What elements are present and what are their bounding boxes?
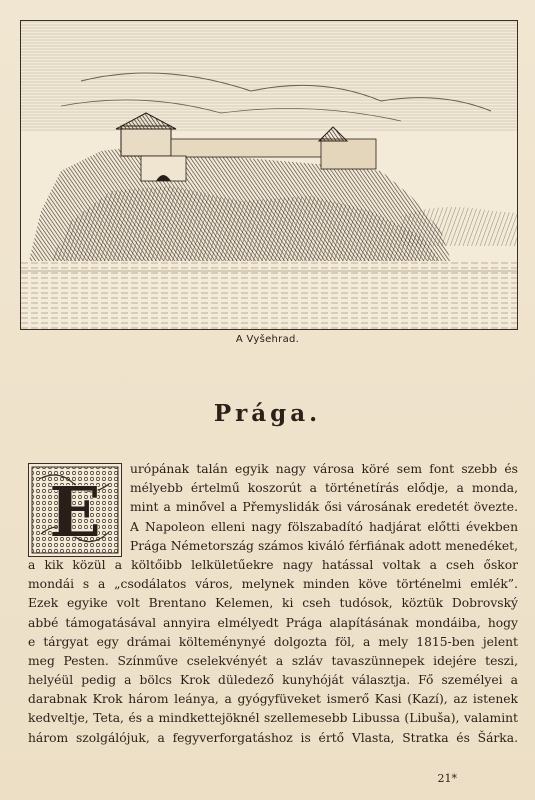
text-line: A Napoleon elleni nagy fölszabadító hadjárat előtti években bbox=[130, 519, 518, 534]
svg-text:E: E bbox=[49, 473, 101, 553]
text-line: meg Pesten. Színműve cselekvényét a szláv tavaszünnepek idejére teszi, bbox=[28, 653, 518, 668]
text-line: mondái s a „csodálatos város, melynek minden köve történelmi emlék”. bbox=[28, 577, 518, 592]
text-line: Ezek egyike volt Brentano Kelemen, ki cseh tudósok, köztük Dobrovský bbox=[28, 596, 518, 611]
chapter-title: Prága. bbox=[213, 400, 322, 427]
text-line: Prága Németország számos kiváló férfiának adott menedéket, bbox=[130, 538, 518, 553]
body-text bbox=[28, 460, 518, 748]
text-line: darabnak Krok három leánya, a gyógyfüveket ismerő Kasi (Kazí), az istenek bbox=[28, 692, 518, 707]
text-line: urópának talán egyik nagy városa köré sem font szebb és bbox=[130, 462, 518, 476]
engraving-caption: A Vyšehrad. bbox=[235, 334, 300, 345]
page-number: 21* bbox=[437, 772, 457, 785]
vysehrad-engraving bbox=[20, 20, 518, 330]
text-line: három szolgálójuk, a fegyverforgatáshoz is értő Vlasta, Stratka és Šárka. bbox=[28, 730, 518, 745]
text-line: mélyebb értelmű koszorút a történetírás elődje, a monda, bbox=[130, 481, 518, 496]
text-line: e tárgyat egy drámai költeménynyé dolgozta föl, a mely 1815-ben jelent bbox=[28, 634, 518, 649]
text-line: abbé támogatásával annyira elmélyedt Prága alapításának mondáiba, hogy bbox=[28, 615, 518, 630]
text-line: kedveltje, Teta, és a mindkettejöknél szellemesebb Libussa (Libuša), valamint bbox=[28, 711, 518, 726]
text-line: helyéül pedig a bölcs Krok düledező kunyhóját választja. Fő személyei a bbox=[28, 673, 518, 688]
text-line: mint a minővel a Přemyslidák ősi városának eredetét övezte. bbox=[130, 500, 518, 515]
text-line: a kik közül a költőibb lelkületűekre nagy hatással voltak a cseh őskor bbox=[28, 557, 518, 572]
